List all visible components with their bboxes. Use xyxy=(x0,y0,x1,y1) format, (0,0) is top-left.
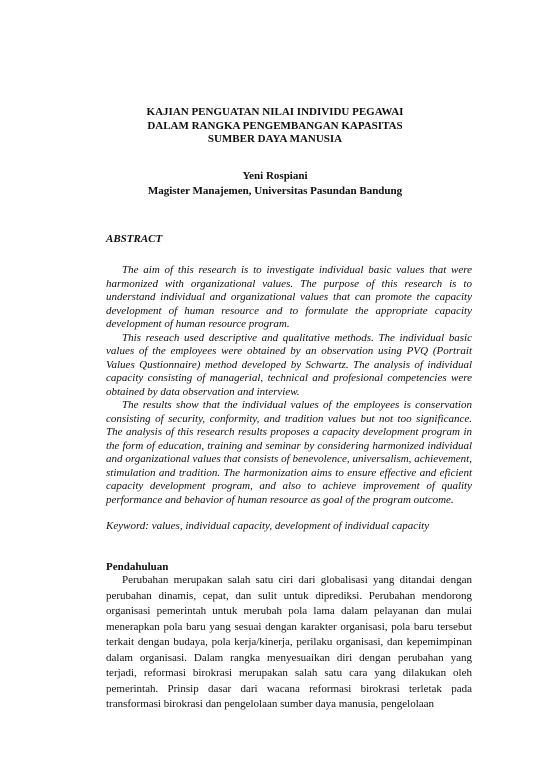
author-affiliation: Magister Manajemen, Universitas Pasundan Bandung xyxy=(147,185,403,197)
paper-title xyxy=(0,106,550,147)
title-line: KAJIAN PENGUATAN NILAI INDIVIDU PEGAWAI xyxy=(146,106,404,118)
author-name: Yeni Rospiani xyxy=(242,170,308,182)
title-line: SUMBER DAYA MANUSIA xyxy=(207,133,343,145)
section-heading: Pendahuluan xyxy=(106,561,169,573)
keywords: Keyword: values, individual capacity, development of individual capacity xyxy=(106,520,430,532)
section-body xyxy=(106,573,472,713)
abstract-body xyxy=(106,264,472,507)
abstract-heading: ABSTRACT xyxy=(106,233,163,245)
author-block xyxy=(0,169,550,199)
abstract-paragraph: The results show that the individual values of the employees is conservation consisting of security, conformity, and tradition values but not too significance. The analysis of this research results proposes a capacity development program in the form of education, training and seminar by considering harmonized individual and organizational values that consists of benevolence, universalism, achievement, stimulation and tradition. The harmonization aims to ensure effective and eficient capacity development program, and also to achieve improvement of quality performance and behavior of human resource as goal of the program outcome. xyxy=(106,399,472,506)
title-line: DALAM RANGKA PENGEMBANGAN KAPASITAS xyxy=(147,119,403,132)
abstract-paragraph: The aim of this research is to investigate individual basic values that were harmonized with organizational values. The purpose of this research is to understand individual and organizational values that can promote the capacity development of human resource and to formulate the appropriate capacity development of human resource program. xyxy=(106,264,472,330)
abstract-paragraph: This reseach used descriptive and qualitative methods. The individual basic values of the employees were obtained by an observation using PVQ (Portrait Values Qustionnaire) method developed by Schwartz. The analysis of individual capacity consisting of managerial, technical and profesional competencies were obtained by data observation and interview. xyxy=(106,331,472,398)
section-paragraph: Perubahan merupakan salah satu ciri dari globalisasi yang ditandai dengan perubahan dinamis, cepat, dan sulit untuk diprediksi. Perubahan mendorong organisasi pemerintah untuk merubah pola lama dalam pelayanan dan mulai menerapkan pola baru yang sesuai dengan karakter organisasi, pola baru tersebut terkait dengan budaya, pola kerja/kinerja, perilaku organisasi, dan kepemimpinan dalam organisasi. Dalam rangka menyesuaikan diri dengan perubahan yang terjadi, reformasi birokrasi merupakan salah satu cara yang dilakukan oleh pemerintah. Prinsip dasar dari wacana reformasi birokrasi terletak pada transformasi birokrasi dan pengelolaan sumber daya manusia, pengelolaan xyxy=(106,574,472,710)
